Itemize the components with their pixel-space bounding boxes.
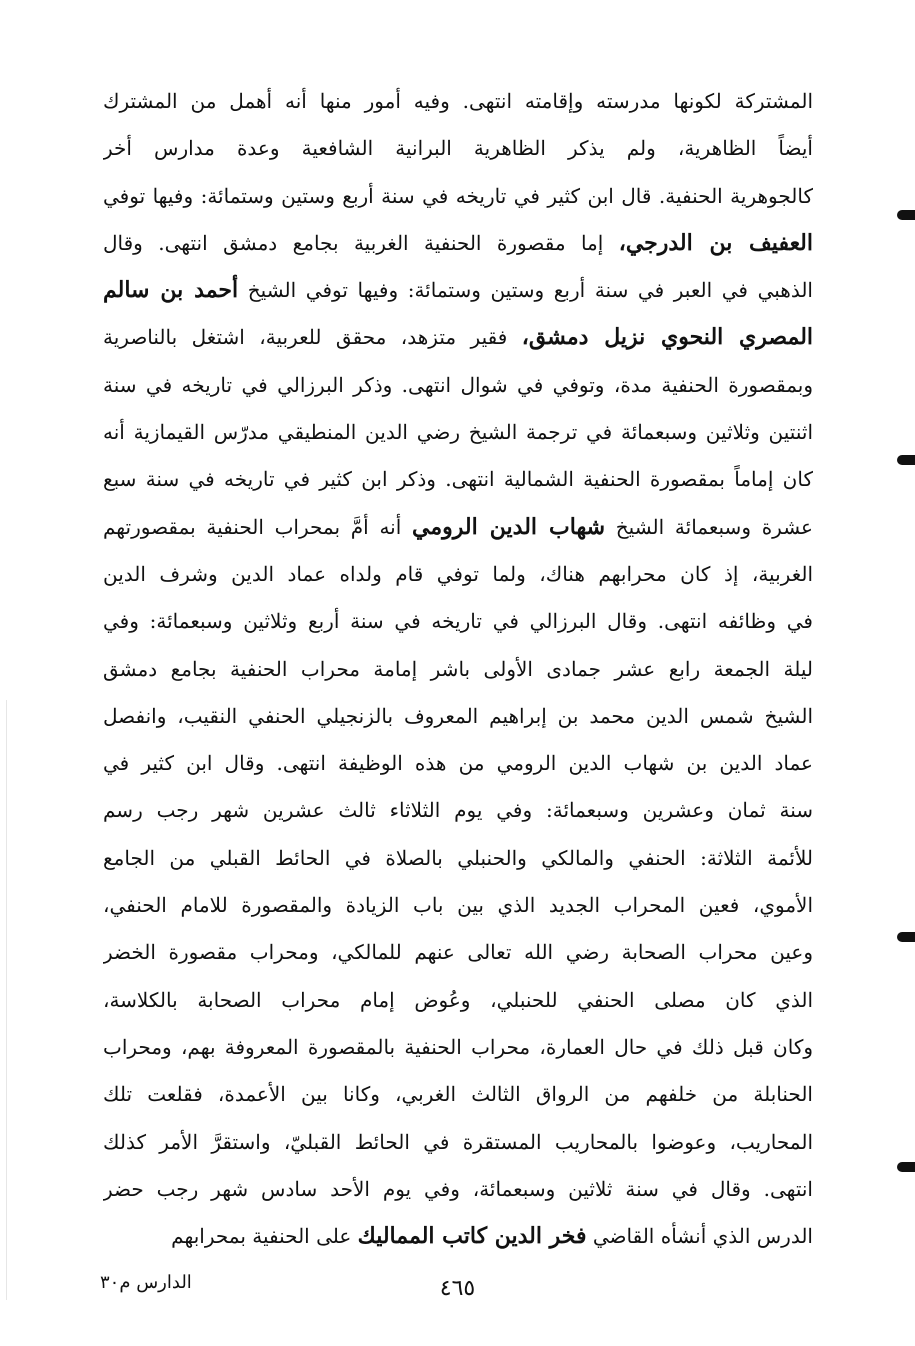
text-line: في وظائفه انتهى. وقال البرزالي في تاريخه في سنة أربع وثلاثين وسبعمائة: وفي [103,609,813,634]
text-line: سنة ثمان وعشرين وسبعمائة: وفي يوم الثلاثاء ثالث عشرين شهر رجب رسم [103,798,813,823]
text-line: العفيف بن الدرجي، إما مقصورة الحنفية الغربية بجامع دمشق انتهى. وقال [103,229,813,256]
page-number: ٤٦٥ [439,1276,476,1301]
margin-marker [897,455,915,465]
text-line: الدرس الذي أنشأه القاضي فخر الدين كاتب المماليك على الحنفية بمحرابهم [171,1223,813,1250]
signature-mark: الدارس م٣٠ [100,1272,192,1293]
margin-marker [897,210,915,220]
text-line: اثنتين وثلاثين وسبعمائة في ترجمة الشيخ رضي الدين المنطيقي مدرّس القيمازية أنه [103,420,813,445]
text-line: الشيخ شمس الدين محمد بن إبراهيم المعروف بالزنجيلي الحنفي النقيب، وانفصل [103,703,813,728]
text-line: للأئمة الثلاثة: الحنفي والمالكي والحنبلي بالصلاة في الحائط القبلي من الجامع [103,845,813,870]
text-line: ليلة الجمعة رابع عشر جمادى الأولى باشر إمامة محراب الحنفية بجامع دمشق [103,656,813,681]
text-line: وبمقصورة الحنفية مدة، وتوفي في شوال انتهى. وذكر البرزالي في تاريخه في سنة [103,372,813,397]
text-line: انتهى. وقال في سنة ثلاثين وسبعمائة، وفي يوم الأحد سادس شهر رجب حضر [103,1176,813,1201]
text-line: المصري النحوي نزيل دمشق، فقير متزهد، محقق للعربية، اشتغل بالناصرية [103,324,813,351]
text-line: المحاريب، وعوضوا بالمحاريب المستقرة في الحائط القبليّ، واستقرَّ الأمر كذلك [103,1129,813,1154]
text-line: الذهبي في العبر في سنة أربع وستين وستمائة: وفيها توفي الشيخ أحمد بن سالم [103,277,813,304]
text-line: المشتركة لكونها مدرسته وإقامته انتهى. وفيه أمور منها أنه أهمل من المشترك [103,89,813,113]
text-line: عشرة وسبعمائة الشيخ شهاب الدين الرومي أنه أمَّ بمحراب الحنفية بمقصورتهم [103,513,813,540]
text-line: وكان قبل ذلك في حال العمارة، محراب الحنفية بالمقصورة المعروفة بهم، ومحراب [103,1034,813,1059]
margin-marker [897,1162,915,1172]
margin-marker [897,932,915,942]
text-line: وعين محراب الصحابة رضي الله تعالى عنهم للمالكي، ومحراب مقصورة الخضر [103,940,813,965]
text-line: الأموي، فعين المحراب الجديد الذي بين باب الزيادة والمقصورة للامام الحنفي، [103,893,813,918]
body-text [103,78,813,1260]
text-line: الذي كان مصلى الحنفي للحنبلي، وعُوض إمام محراب الصحابة بالكلاسة، [103,987,813,1012]
text-line: أيضاً الظاهرية، ولم يذكر الظاهرية البرانية الشافعية وعدة مدارس أخر [103,136,813,161]
text-line: الغربية، إذ كان محرابهم هناك، ولما توفي قام ولداه عماد الدين وشرف الدين [103,561,813,586]
text-line: عماد الدين بن شهاب الدين الرومي من هذه الوظيفة انتهى. وقال ابن كثير في [103,751,813,776]
text-line: كان إماماً بمقصورة الحنفية الشمالية انتهى. وذكر ابن كثير في تاريخه في سنة سبع [103,467,813,492]
scan-edge [6,700,7,1300]
text-line: الحنابلة من خلفهم من الرواق الثالث الغربي، وكانا بين الأعمدة، فقلعت تلك [103,1082,813,1107]
page-footer [0,1272,915,1312]
text-line: كالجوهرية الحنفية. قال ابن كثير في تاريخه في سنة أربع وستين وستمائة: وفيها توفي [103,183,813,208]
